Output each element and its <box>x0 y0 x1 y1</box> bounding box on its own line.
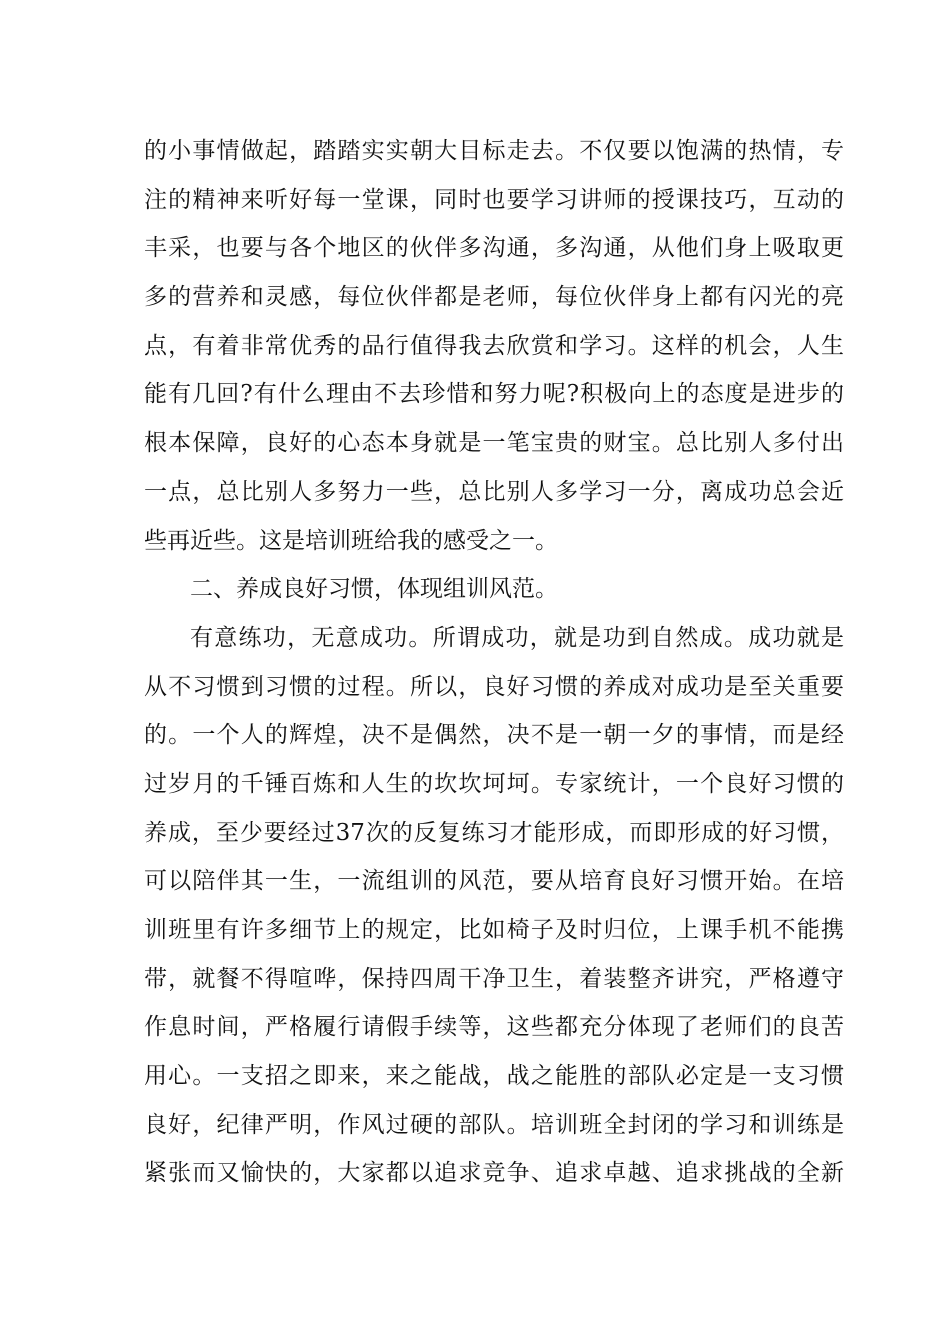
body-line: 过岁月的千锤百炼和人生的坎坎坷坷。专家统计，一个良好习惯的 <box>144 770 844 797</box>
body-line: 紧张而又愉快的，大家都以追求竞争、追求卓越、追求挑战的全新 <box>144 1160 844 1187</box>
body-line: 注的精神来听好每一堂课，同时也要学习讲师的授课技巧，互动的 <box>144 186 844 213</box>
document-body <box>144 127 844 1198</box>
body-line: 丰采，也要与各个地区的伙伴多沟通，多沟通，从他们身上吸取更 <box>144 235 844 262</box>
body-line: 的。一个人的辉煌，决不是偶然，决不是一朝一夕的事情，而是经 <box>144 722 844 749</box>
body-line: 的小事情做起，踏踏实实朝大目标走去。不仅要以饱满的热情，专 <box>144 138 844 164</box>
body-line: 养成，至少要经过37次的反复练习才能形成，而即形成的好习惯， <box>144 819 844 846</box>
body-line: 些再近些。这是培训班给我的感受之一。 <box>144 527 558 554</box>
body-line: 训班里有许多细节上的规定，比如椅子及时归位，上课手机不能携 <box>144 917 844 943</box>
body-line: 有意练功，无意成功。所谓成功，就是功到自然成。成功就是 <box>190 624 844 651</box>
section-heading: 二、养成良好习惯，体现组训风范。 <box>190 576 558 603</box>
body-line: 点，有着非常优秀的品行值得我去欣赏和学习。这样的机会，人生 <box>144 332 844 359</box>
body-line: 根本保障，良好的心态本身就是一笔宝贵的财宝。总比别人多付出 <box>144 430 844 457</box>
body-line: 可以陪伴其一生，一流组训的风范，要从培育良好习惯开始。在培 <box>144 868 844 895</box>
body-line: 用心。一支招之即来，来之能战，战之能胜的部队必定是一支习惯 <box>144 1063 844 1090</box>
body-line: 从不习惯到习惯的过程。所以，良好习惯的养成对成功是至关重要 <box>144 673 844 700</box>
body-line: 作息时间，严格履行请假手续等，这些都充分体现了老师们的良苦 <box>144 1014 844 1041</box>
body-line: 多的营养和灵感，每位伙伴都是老师，每位伙伴身上都有闪光的亮 <box>144 284 844 311</box>
body-line: 良好，纪律严明，作风过硬的部队。培训班全封闭的学习和训练是 <box>144 1111 844 1138</box>
body-line: 一点，总比别人多努力一些，总比别人多学习一分，离成功总会近 <box>144 478 844 505</box>
body-line: 能有几回?有什么理由不去珍惜和努力呢?积极向上的态度是进步的 <box>144 381 844 408</box>
body-line: 带，就餐不得喧哗，保持四周干净卫生，着装整齐讲究，严格遵守 <box>144 965 844 992</box>
